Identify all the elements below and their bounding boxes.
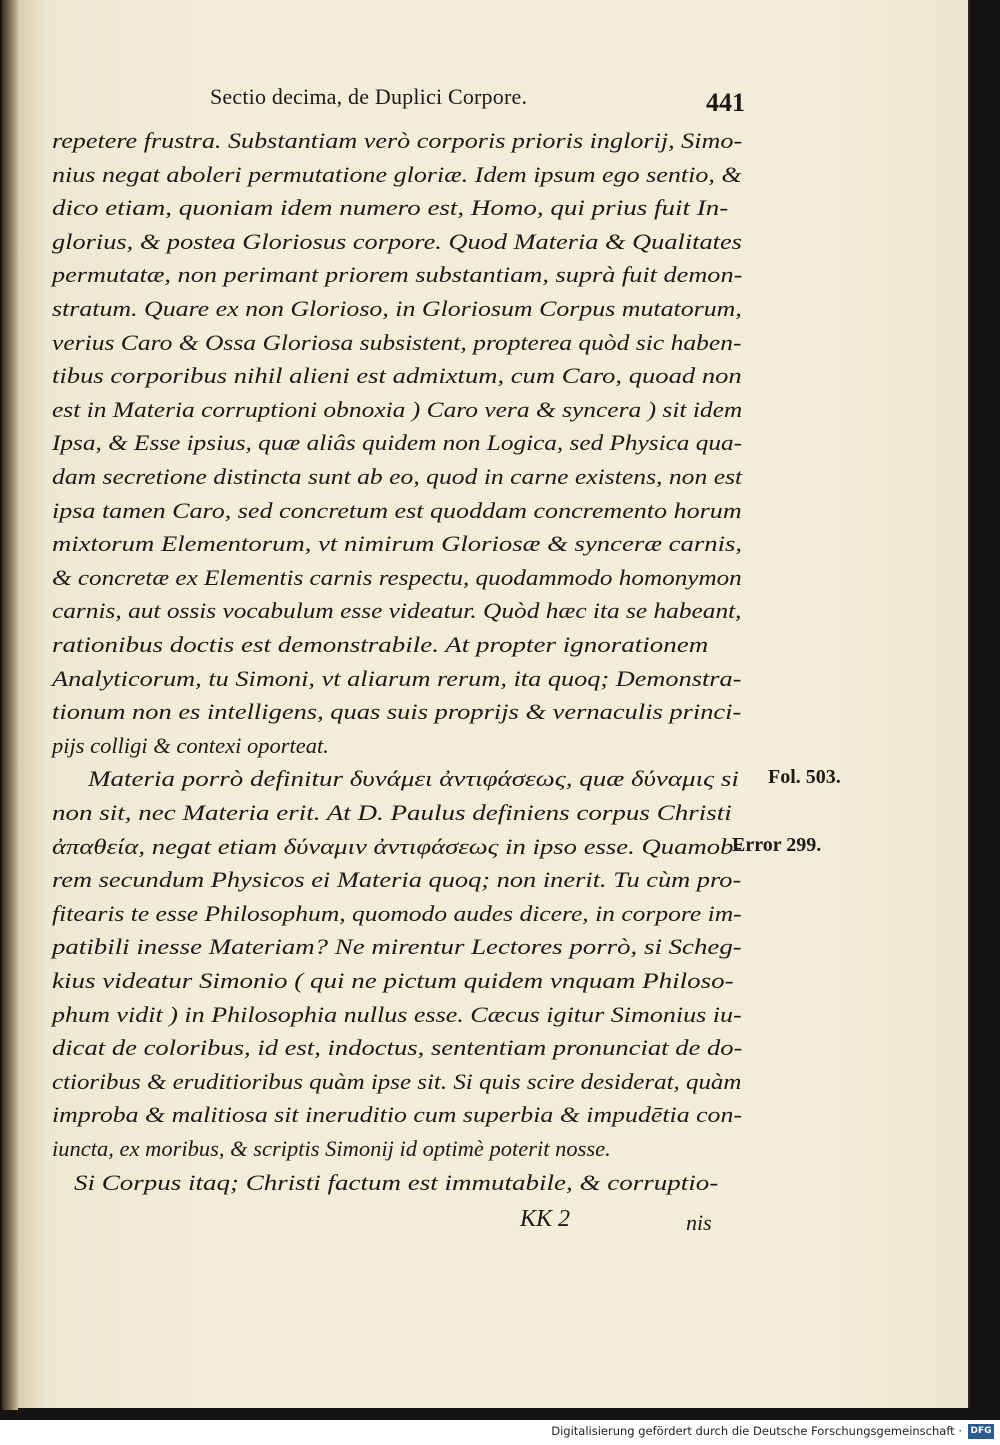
page-number: 441 [706,88,745,117]
text-line: fitearis te esse Philosophum, quomodo audes dicere, in corpore im- [52,900,742,926]
text-line: & concretæ ex Elementis carnis respectu, quodammodo homonymon [52,564,742,590]
text-line: stratum. Quare ex non Glorioso, in Gloriosum Corpus mutatorum, [52,296,742,321]
text-line: carnis, aut ossis vocabulum esse videatur. Quòd hæc ita se habeant, [52,598,742,624]
text-line: Ipsa, & Esse ipsius, quæ aliâs quidem non Logica, sed Physica qua- [52,430,743,456]
text-line: repetere frustra. Substantiam verò corporis prioris inglorij, Simo- [52,128,743,153]
running-head: Sectio decima, de Duplici Corpore. [210,84,528,109]
text-line: Analyticorum, tu Simoni, vt aliarum rerum, ita quoq; Demonstra- [52,665,742,691]
text-line: mixtorum Elementorum, vt nimirum Gloriosæ & synceræ carnis, [52,531,743,557]
text-line: phum vidit ) in Philosophia nullus esse. Cæcus igitur Simonius iu- [52,1001,742,1027]
text-line: nius negat aboleri permutatione gloriæ. Idem ipsum ego sentio, & [52,161,742,187]
text-line: ἀπαθεία, negat etiam δύναμιν ἀντιφάσεως in ipso esse. Quamob- [52,833,743,859]
text-line: kius videatur Simonio ( qui ne pictum quidem vnquam Philoso- [52,968,734,993]
text-line: patibili inesse Materiam? Ne mirentur Lectores porrò, si Scheg- [52,934,742,960]
dfg-logo: DFG [968,1424,994,1439]
text-line: Si Corpus itaq; Christi factum est immutabile, & corruptio- [74,1169,719,1195]
text-line: ctioribus & eruditioribus quàm ipse sit. Si quis scire desiderat, quàm [52,1068,742,1094]
text-line: tibus corporibus nihil alieni est admixtum, cum Caro, quoad non [52,363,742,389]
text-line: rationibus doctis est demonstrabile. At propter ignorationem [52,632,709,657]
margin-note-error: Error 299. [732,833,822,856]
margin-note-folio: Fol. 503. [768,766,841,789]
page-gutter [2,0,18,1410]
text-line: glorius, & postea Gloriosus corpore. Quod Materia & Qualitates [52,228,742,254]
text-line: improba & malitiosa sit ineruditio cum superbia & impudētia con- [52,1102,742,1128]
text-line: dam secretione distincta sunt ab eo, quod in carne existens, non est [52,464,743,489]
text-line: est in Materia corruptioni obnoxia ) Caro vera & syncera ) sit idem [52,396,743,422]
catchword: nis [686,1210,712,1235]
text-line: ipsa tamen Caro, sed concretum est quoddam concremento horum [52,497,742,523]
text-line: dicat de coloribus, id est, indoctus, sententiam pronunciat de do- [52,1035,743,1061]
text-line: verius Caro & Ossa Gloriosa subsistent, propterea quòd sic haben- [52,329,742,355]
text-line: Materia porrò definitur δυνάμει ἀντιφάσεως, quæ δύναμις si [88,766,739,792]
funding-credit: Digitalisierung gefördert durch die Deutsche Forschungsgemeinschaft · [551,1424,962,1438]
text-line: rem secundum Physicos ei Materia quoq; non inerit. Tu cùm pro- [52,867,742,893]
signature-mark: KK 2 [520,1206,571,1232]
text-line: tionum non es intelligens, quas suis proprijs & vernaculis princi- [52,699,742,725]
text-line: dico etiam, quoniam idem numero est, Homo, qui prius fuit In- [52,195,729,221]
text-line: non sit, nec Materia erit. At D. Paulus definiens corpus Christi [52,800,732,825]
text-line: permutatæ, non perimant priorem substantiam, suprà fuit demon- [52,262,743,288]
text-line: pijs colligi & contexi oporteat. [52,732,329,758]
text-line: iuncta, ex moribus, & scriptis Simonij id optimè poterit nosse. [52,1136,611,1161]
